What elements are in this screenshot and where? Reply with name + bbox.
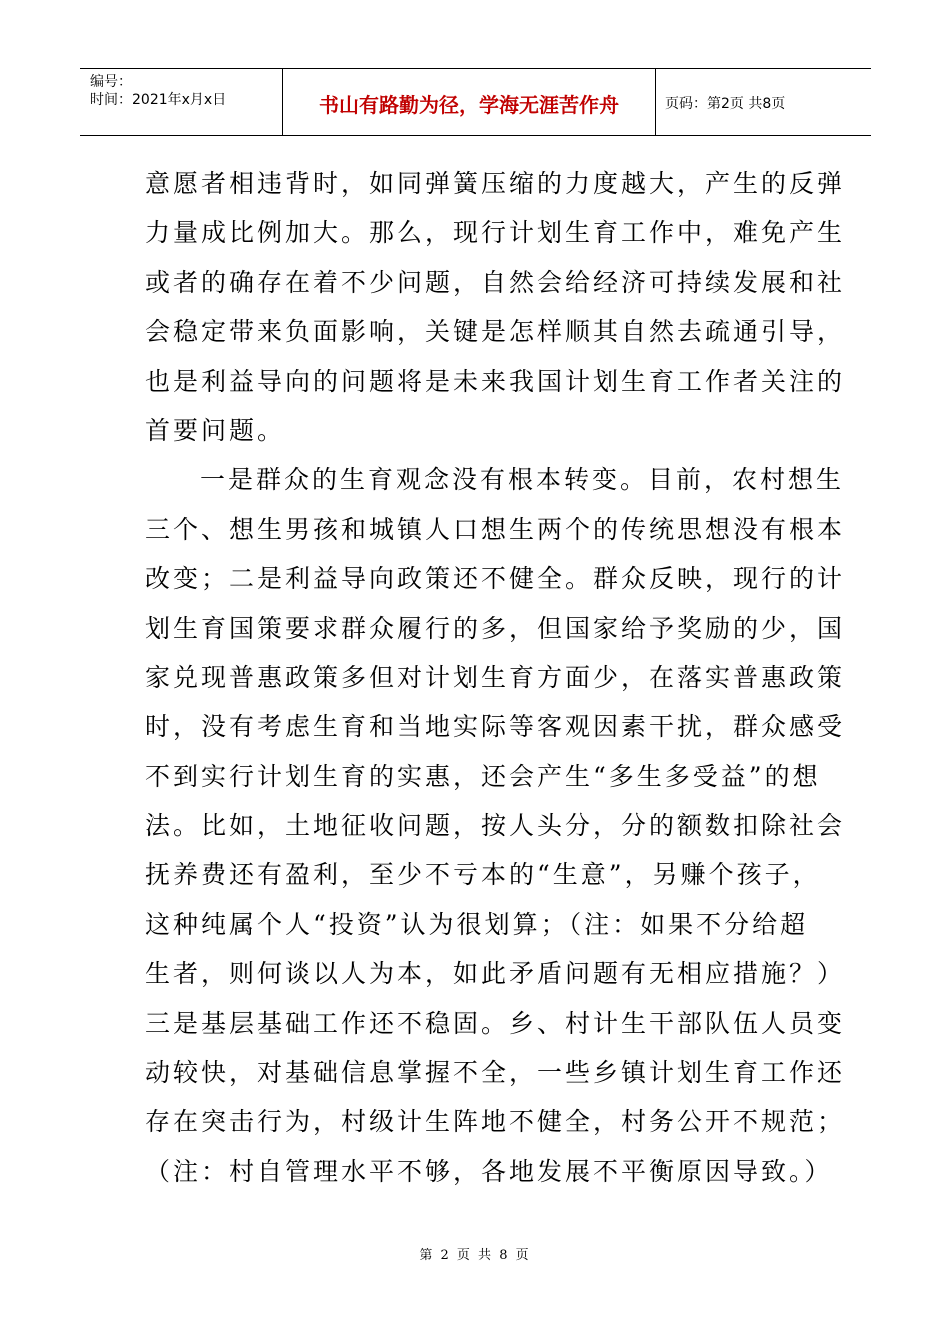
paragraph-start-line: 一是群众的生育观念没有根本转变。目前，农村想生 [200, 465, 845, 495]
time-label: 时间：2021年x月x日 [90, 92, 227, 108]
text-line: 或者的确存在着不少问题，自然会给经济可持续发展和社 [145, 267, 846, 297]
text-line: 这种纯属个人“投资”认为很划算；（注：如果不分给超 [145, 909, 809, 939]
text-line: （注：村自管理水平不够，各地发展不平衡原因导致。） [145, 1156, 833, 1186]
text-line: 法。比如，土地征收问题，按人头分，分的额数扣除社会 [145, 811, 846, 841]
text-line: 不到实行计划生育的实惠，还会产生“多生多受益”的想 [145, 761, 821, 791]
text-line: 三是基层基础工作还不稳固。乡、村计生干部队伍人员变 [145, 1008, 846, 1038]
text-line: 生者，则何谈以人为本，如此矛盾问题有无相应措施？） [145, 959, 846, 989]
text-line: 划生育国策要求群众履行的多，但国家给予奖励的少，国 [145, 613, 846, 643]
text-line: 存在突击行为，村级计生阵地不健全，村务公开不规范； [145, 1107, 846, 1137]
text-line: 会稳定带来负面影响，关键是怎样顺其自然去疏通引导， [145, 317, 846, 347]
text-line: 抚养费还有盈利，至少不亏本的“生意”，另赚个孩子， [145, 860, 821, 890]
text-line: 家兑现普惠政策多但对计划生育方面少，在落实普惠政策 [145, 662, 846, 692]
text-line: 动较快，对基础信息掌握不全，一些乡镇计划生育工作还 [145, 1058, 846, 1088]
header-page-info: 页码：第2页 共8页 [665, 96, 786, 112]
header-motto: 书山有路勤为径，学海无涯苦作舟 [283, 69, 656, 135]
page-header [80, 68, 871, 136]
text-line: 首要问题。 [145, 415, 286, 445]
document-body [145, 159, 846, 1196]
header-meta [80, 69, 283, 135]
text-line: 三个、想生男孩和城镇人口想生两个的传统思想没有根本 [145, 514, 846, 544]
text-line: 意愿者相违背时，如同弹簧压缩的力度越大，产生的反弹 [145, 169, 846, 198]
text-line: 力量成比例加大。那么，现行计划生育工作中，难免产生 [145, 218, 846, 248]
text-line: 时，没有考虑生育和当地实际等客观因素干扰，群众感受 [145, 712, 846, 742]
text-line: 改变；二是利益导向政策还不健全。群众反映，现行的计 [145, 564, 846, 594]
number-label: 编号： [90, 74, 132, 90]
page-footer: 第 2 页 共 8 页 [419, 1248, 531, 1263]
text-line: 也是利益导向的问题将是未来我国计划生育工作者关注的 [145, 366, 846, 396]
